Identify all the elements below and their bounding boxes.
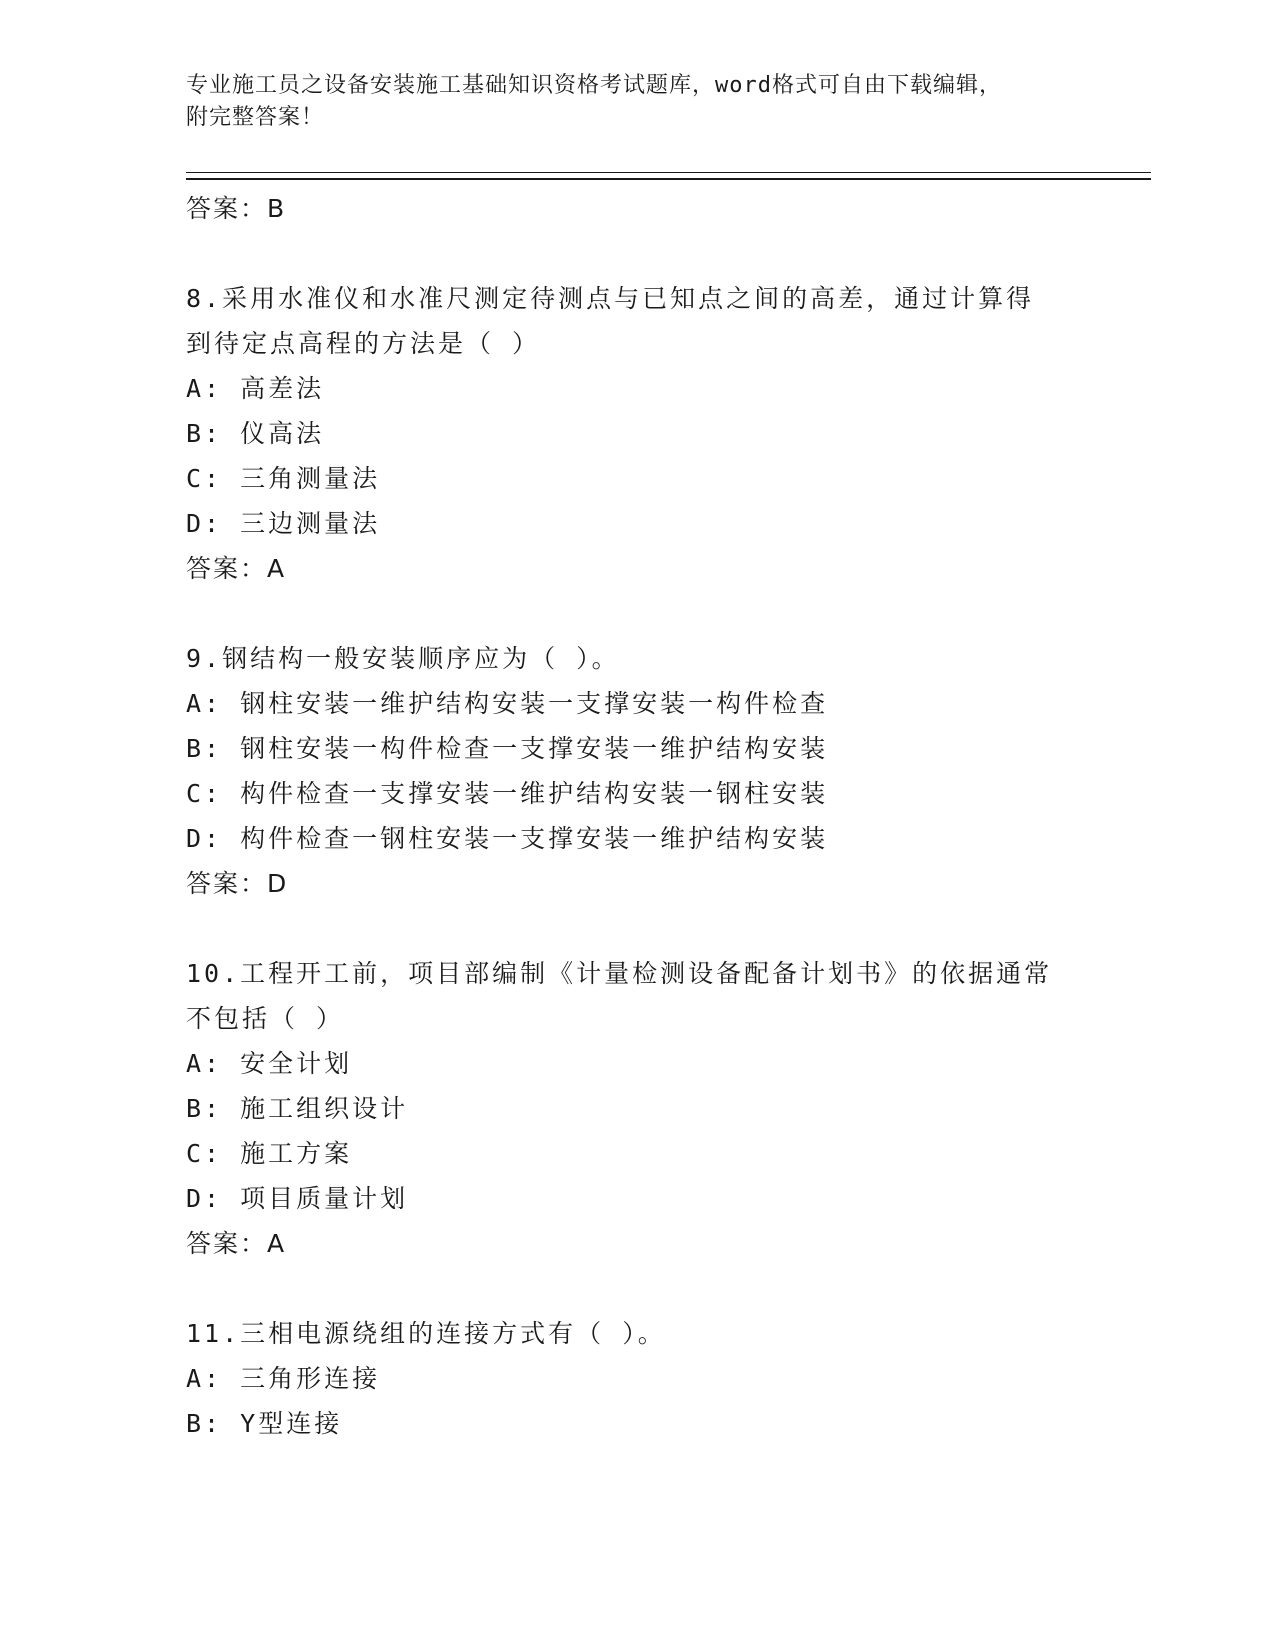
question-stem: 9.钢结构一般安装顺序应为（ ）。 — [186, 644, 620, 673]
question-item — [186, 1311, 1151, 1446]
option-a: A: 安全计划 — [186, 1049, 353, 1078]
question-stem: 不包括（ ） — [186, 1004, 345, 1033]
option-b: B: 施工组织设计 — [186, 1094, 409, 1123]
option-a: A: 钢柱安装一维护结构安装一支撑安装一构件检查 — [186, 689, 829, 718]
option-d: D: 构件检查一钢柱安装一支撑安装一维护结构安装 — [186, 824, 829, 853]
option-c: C: 施工方案 — [186, 1139, 353, 1168]
answer-line: 答案：A — [186, 1229, 287, 1258]
document-page — [186, 70, 1151, 1446]
document-header — [186, 70, 1151, 134]
option-a: A: 高差法 — [186, 374, 325, 403]
option-c: C: 构件检查一支撑安装一维护结构安装一钢柱安装 — [186, 779, 829, 808]
question-item — [186, 636, 1151, 906]
option-b: B: 钢柱安装一构件检查一支撑安装一维护结构安装 — [186, 734, 829, 763]
option-c: C: 三角测量法 — [186, 464, 381, 493]
previous-answer: 答案：B — [186, 194, 287, 223]
answer-line: 答案：D — [186, 869, 289, 898]
question-list — [186, 186, 1151, 1446]
option-d: D: 项目质量计划 — [186, 1184, 409, 1213]
question-item — [186, 951, 1151, 1266]
option-b: B: 仪高法 — [186, 419, 325, 448]
option-a: A: 三角形连接 — [186, 1364, 381, 1393]
option-b: B: Y型连接 — [186, 1409, 343, 1438]
header-line-2: 附完整答案！ — [186, 105, 325, 130]
option-d: D: 三边测量法 — [186, 509, 381, 538]
question-stem: 10.工程开工前，项目部编制《计量检测设备配备计划书》的依据通常 — [186, 959, 1053, 988]
answer-line: 答案：A — [186, 554, 287, 583]
question-stem: 11.三相电源绕组的连接方式有（ ）。 — [186, 1319, 666, 1348]
header-line-1: 专业施工员之设备安装施工基础知识资格考试题库，word格式可自由下载编辑， — [186, 73, 1002, 98]
question-stem: 到待定点高程的方法是（ ） — [186, 329, 541, 358]
header-divider — [186, 172, 1151, 180]
question-item — [186, 276, 1151, 591]
question-stem: 8.采用水准仪和水准尺测定待测点与已知点之间的高差，通过计算得 — [186, 284, 1035, 313]
